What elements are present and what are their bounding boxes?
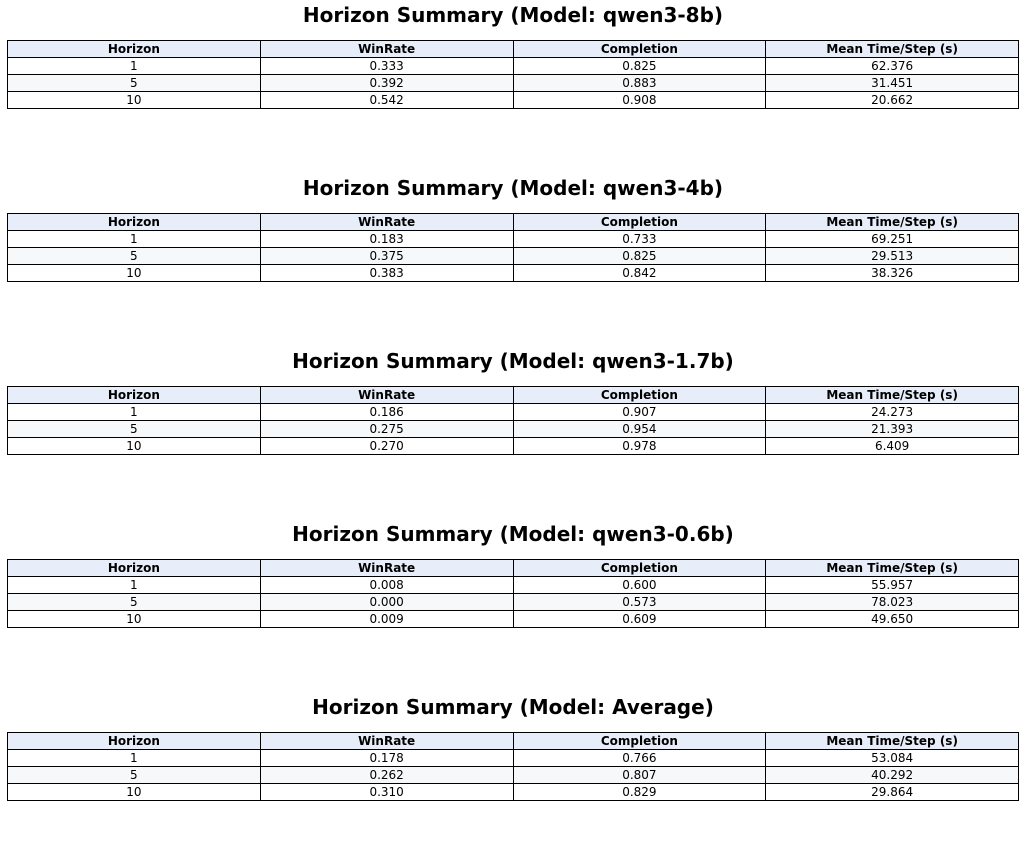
- summary-panel-qwen3-8b: [0, 0, 1026, 173]
- cell-winrate: 0.392: [260, 75, 513, 92]
- table-row: [8, 92, 1019, 109]
- column-header-winrate: WinRate: [260, 733, 513, 750]
- panel-title: Horizon Summary (Model: qwen3-4b): [302, 176, 724, 200]
- panel-title: Horizon Summary (Model: qwen3-0.6b): [292, 522, 734, 546]
- cell-winrate: 0.310: [260, 784, 513, 801]
- table-row: [8, 577, 1019, 594]
- cell-mean-time-per-step: 38.326: [766, 265, 1019, 282]
- cell-completion: 0.908: [513, 92, 766, 109]
- cell-horizon: 1: [8, 750, 261, 767]
- cell-winrate: 0.009: [260, 611, 513, 628]
- column-header-horizon: Horizon: [8, 560, 261, 577]
- column-header-mean-time-per-step: Mean Time/Step (s): [766, 733, 1019, 750]
- cell-horizon: 5: [8, 75, 261, 92]
- table-row: [8, 421, 1019, 438]
- cell-completion: 0.829: [513, 784, 766, 801]
- cell-winrate: 0.542: [260, 92, 513, 109]
- cell-horizon: 10: [8, 611, 261, 628]
- panel-title: Horizon Summary (Model: Average): [312, 695, 714, 719]
- cell-completion: 0.600: [513, 577, 766, 594]
- cell-horizon: 10: [8, 784, 261, 801]
- cell-horizon: 1: [8, 58, 261, 75]
- table-header-row: [8, 214, 1019, 231]
- column-header-winrate: WinRate: [260, 214, 513, 231]
- panel-title: Horizon Summary (Model: qwen3-8b): [302, 3, 724, 27]
- table-row: [8, 784, 1019, 801]
- cell-completion: 0.825: [513, 248, 766, 265]
- column-header-completion: Completion: [513, 41, 766, 58]
- cell-winrate: 0.375: [260, 248, 513, 265]
- cell-mean-time-per-step: 78.023: [766, 594, 1019, 611]
- cell-horizon: 10: [8, 92, 261, 109]
- table-row: [8, 404, 1019, 421]
- cell-horizon: 1: [8, 404, 261, 421]
- cell-winrate: 0.178: [260, 750, 513, 767]
- table-row: [8, 594, 1019, 611]
- column-header-completion: Completion: [513, 214, 766, 231]
- cell-horizon: 1: [8, 231, 261, 248]
- column-header-mean-time-per-step: Mean Time/Step (s): [766, 214, 1019, 231]
- cell-horizon: 5: [8, 594, 261, 611]
- column-header-winrate: WinRate: [260, 41, 513, 58]
- cell-mean-time-per-step: 21.393: [766, 421, 1019, 438]
- cell-winrate: 0.270: [260, 438, 513, 455]
- cell-mean-time-per-step: 29.513: [766, 248, 1019, 265]
- summary-table: [7, 40, 1019, 109]
- cell-horizon: 10: [8, 265, 261, 282]
- column-header-mean-time-per-step: Mean Time/Step (s): [766, 41, 1019, 58]
- cell-completion: 0.907: [513, 404, 766, 421]
- column-header-horizon: Horizon: [8, 387, 261, 404]
- cell-mean-time-per-step: 55.957: [766, 577, 1019, 594]
- table-header-row: [8, 387, 1019, 404]
- cell-mean-time-per-step: 69.251: [766, 231, 1019, 248]
- cell-winrate: 0.383: [260, 265, 513, 282]
- table-header-row: [8, 733, 1019, 750]
- table-header-row: [8, 41, 1019, 58]
- cell-mean-time-per-step: 49.650: [766, 611, 1019, 628]
- column-header-horizon: Horizon: [8, 41, 261, 58]
- cell-completion: 0.883: [513, 75, 766, 92]
- summary-table: [7, 732, 1019, 801]
- cell-mean-time-per-step: 20.662: [766, 92, 1019, 109]
- cell-winrate: 0.333: [260, 58, 513, 75]
- cell-horizon: 10: [8, 438, 261, 455]
- table-row: [8, 265, 1019, 282]
- table-row: [8, 75, 1019, 92]
- cell-completion: 0.807: [513, 767, 766, 784]
- cell-horizon: 5: [8, 248, 261, 265]
- cell-completion: 0.825: [513, 58, 766, 75]
- cell-mean-time-per-step: 40.292: [766, 767, 1019, 784]
- column-header-mean-time-per-step: Mean Time/Step (s): [766, 560, 1019, 577]
- cell-completion: 0.733: [513, 231, 766, 248]
- cell-winrate: 0.275: [260, 421, 513, 438]
- cell-winrate: 0.000: [260, 594, 513, 611]
- column-header-horizon: Horizon: [8, 214, 261, 231]
- cell-mean-time-per-step: 24.273: [766, 404, 1019, 421]
- cell-completion: 0.573: [513, 594, 766, 611]
- column-header-mean-time-per-step: Mean Time/Step (s): [766, 387, 1019, 404]
- cell-mean-time-per-step: 62.376: [766, 58, 1019, 75]
- table-row: [8, 58, 1019, 75]
- summary-table: [7, 559, 1019, 628]
- cell-horizon: 5: [8, 767, 261, 784]
- cell-completion: 0.978: [513, 438, 766, 455]
- column-header-completion: Completion: [513, 560, 766, 577]
- summary-panel-average: [0, 692, 1026, 865]
- table-header-row: [8, 560, 1019, 577]
- cell-horizon: 5: [8, 421, 261, 438]
- panel-title: Horizon Summary (Model: qwen3-1.7b): [292, 349, 734, 373]
- summary-table: [7, 386, 1019, 455]
- table-row: [8, 248, 1019, 265]
- cell-winrate: 0.262: [260, 767, 513, 784]
- table-row: [8, 231, 1019, 248]
- table-row: [8, 611, 1019, 628]
- table-row: [8, 750, 1019, 767]
- cell-horizon: 1: [8, 577, 261, 594]
- summary-table: [7, 213, 1019, 282]
- summary-panel-qwen3-0-6b: [0, 519, 1026, 692]
- column-header-winrate: WinRate: [260, 560, 513, 577]
- summary-panel-qwen3-1-7b: [0, 346, 1026, 519]
- cell-mean-time-per-step: 53.084: [766, 750, 1019, 767]
- cell-winrate: 0.008: [260, 577, 513, 594]
- cell-completion: 0.842: [513, 265, 766, 282]
- column-header-completion: Completion: [513, 733, 766, 750]
- column-header-completion: Completion: [513, 387, 766, 404]
- table-row: [8, 767, 1019, 784]
- table-row: [8, 438, 1019, 455]
- summary-panel-qwen3-4b: [0, 173, 1026, 346]
- cell-mean-time-per-step: 31.451: [766, 75, 1019, 92]
- cell-winrate: 0.183: [260, 231, 513, 248]
- cell-completion: 0.954: [513, 421, 766, 438]
- cell-mean-time-per-step: 29.864: [766, 784, 1019, 801]
- cell-completion: 0.609: [513, 611, 766, 628]
- column-header-horizon: Horizon: [8, 733, 261, 750]
- cell-winrate: 0.186: [260, 404, 513, 421]
- cell-mean-time-per-step: 6.409: [766, 438, 1019, 455]
- column-header-winrate: WinRate: [260, 387, 513, 404]
- cell-completion: 0.766: [513, 750, 766, 767]
